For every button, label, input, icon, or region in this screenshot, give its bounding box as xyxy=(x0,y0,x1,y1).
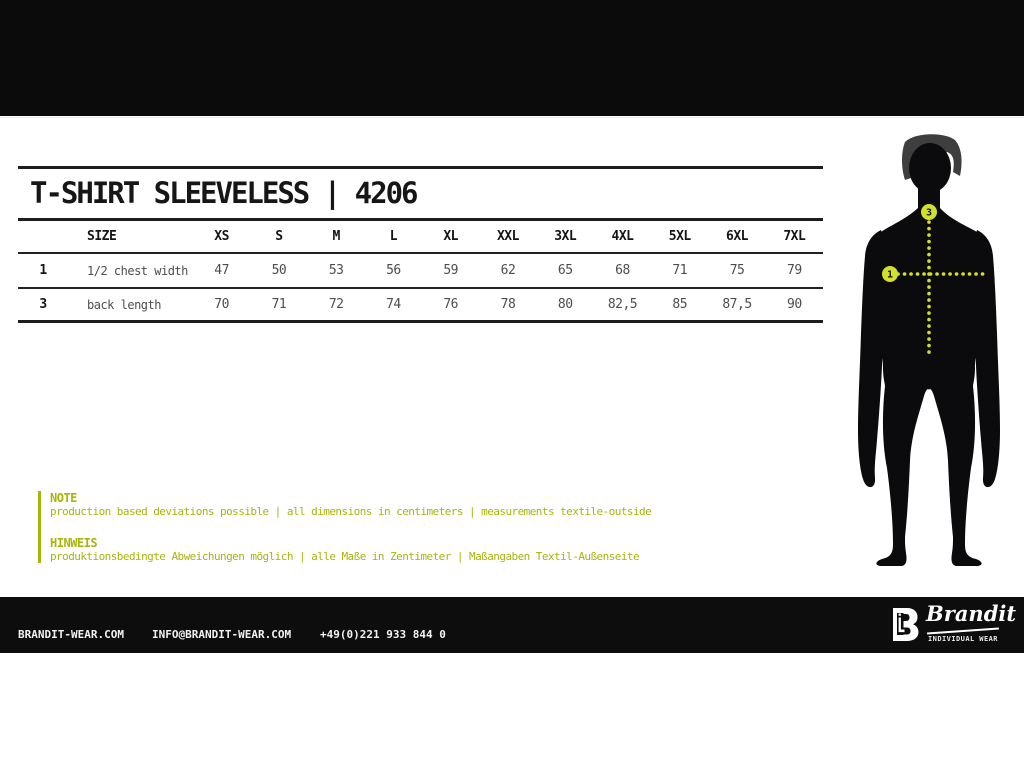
header-size: SIZE xyxy=(68,221,193,253)
cell-value: 65 xyxy=(537,253,594,288)
note-text-en: production based deviations possible | all dimensions in centimeters | measurements textile-outside xyxy=(50,505,652,518)
marker-back-label: 3 xyxy=(925,207,933,219)
size-table-header-row xyxy=(18,221,823,253)
cell-value: 71 xyxy=(651,253,708,288)
header-m: M xyxy=(308,221,365,253)
cell-value: 80 xyxy=(537,288,594,322)
cell-value: 79 xyxy=(766,253,823,288)
note-group-de xyxy=(50,536,651,563)
header-7xl: 7XL xyxy=(766,221,823,253)
row-label: 1/2 chest width xyxy=(68,253,193,288)
cell-value: 72 xyxy=(308,288,365,322)
measurement-figure xyxy=(845,128,1015,573)
table-row-back-length xyxy=(18,288,823,322)
row-number: 1 xyxy=(18,253,68,288)
body-silhouette-graphic xyxy=(845,128,1015,573)
note-heading-de: HINWEIS xyxy=(50,536,98,550)
header-5xl: 5XL xyxy=(651,221,708,253)
header-s: S xyxy=(250,221,307,253)
size-table xyxy=(18,221,823,323)
notes-block xyxy=(38,491,651,563)
note-heading-en: NOTE xyxy=(50,491,77,505)
brandit-wordmark: Brandit xyxy=(926,601,1017,626)
header-3xl: 3XL xyxy=(537,221,594,253)
cell-value: 53 xyxy=(308,253,365,288)
header-l: L xyxy=(365,221,422,253)
table-row-chest-width xyxy=(18,253,823,288)
head-shape xyxy=(909,143,951,193)
cell-value: 85 xyxy=(651,288,708,322)
row-number: 3 xyxy=(18,288,68,322)
header-xxl: XXL xyxy=(479,221,536,253)
row-label: back length xyxy=(68,288,193,322)
brandit-tagline: INDIVIDUAL WEAR xyxy=(928,635,998,643)
note-text-de: produktionsbedingte Abweichungen möglich | alle Maße in Zentimeter | Maßangaben Textil-Außenseite xyxy=(50,550,640,563)
footer-website: BRANDIT-WEAR.COM xyxy=(18,628,124,641)
header-xl: XL xyxy=(422,221,479,253)
header-xs: XS xyxy=(193,221,250,253)
right-arm-shape xyxy=(972,230,1000,487)
cell-value: 74 xyxy=(365,288,422,322)
cell-value: 50 xyxy=(250,253,307,288)
cell-value: 68 xyxy=(594,253,651,288)
brandit-b-icon xyxy=(892,607,919,642)
page-title: T-SHIRT SLEEVELESS | 4206 xyxy=(30,176,417,210)
footer-phone: +49(0)221 933 844 0 xyxy=(320,628,446,641)
header-4xl: 4XL xyxy=(594,221,651,253)
product-sheet xyxy=(18,166,823,323)
top-edge-line xyxy=(0,117,1024,118)
title-row xyxy=(18,169,823,221)
cell-value: 82,5 xyxy=(594,288,651,322)
brandit-logo-emblem xyxy=(892,607,919,646)
footer-bar xyxy=(0,597,1024,653)
header-empty xyxy=(18,221,68,253)
marker-chest-label: 1 xyxy=(886,269,894,281)
cell-value: 47 xyxy=(193,253,250,288)
cell-value: 78 xyxy=(479,288,536,322)
header-6xl: 6XL xyxy=(708,221,765,253)
note-group-en xyxy=(50,491,651,518)
cell-value: 76 xyxy=(422,288,479,322)
cell-value: 75 xyxy=(708,253,765,288)
footer-email: INFO@BRANDIT-WEAR.COM xyxy=(152,628,292,641)
cell-value: 90 xyxy=(766,288,823,322)
cell-value: 59 xyxy=(422,253,479,288)
cell-value: 71 xyxy=(250,288,307,322)
cell-value: 62 xyxy=(479,253,536,288)
cell-value: 70 xyxy=(193,288,250,322)
cell-value: 56 xyxy=(365,253,422,288)
top-black-bar xyxy=(0,0,1024,116)
left-arm-shape xyxy=(858,230,886,487)
cell-value: 87,5 xyxy=(708,288,765,322)
